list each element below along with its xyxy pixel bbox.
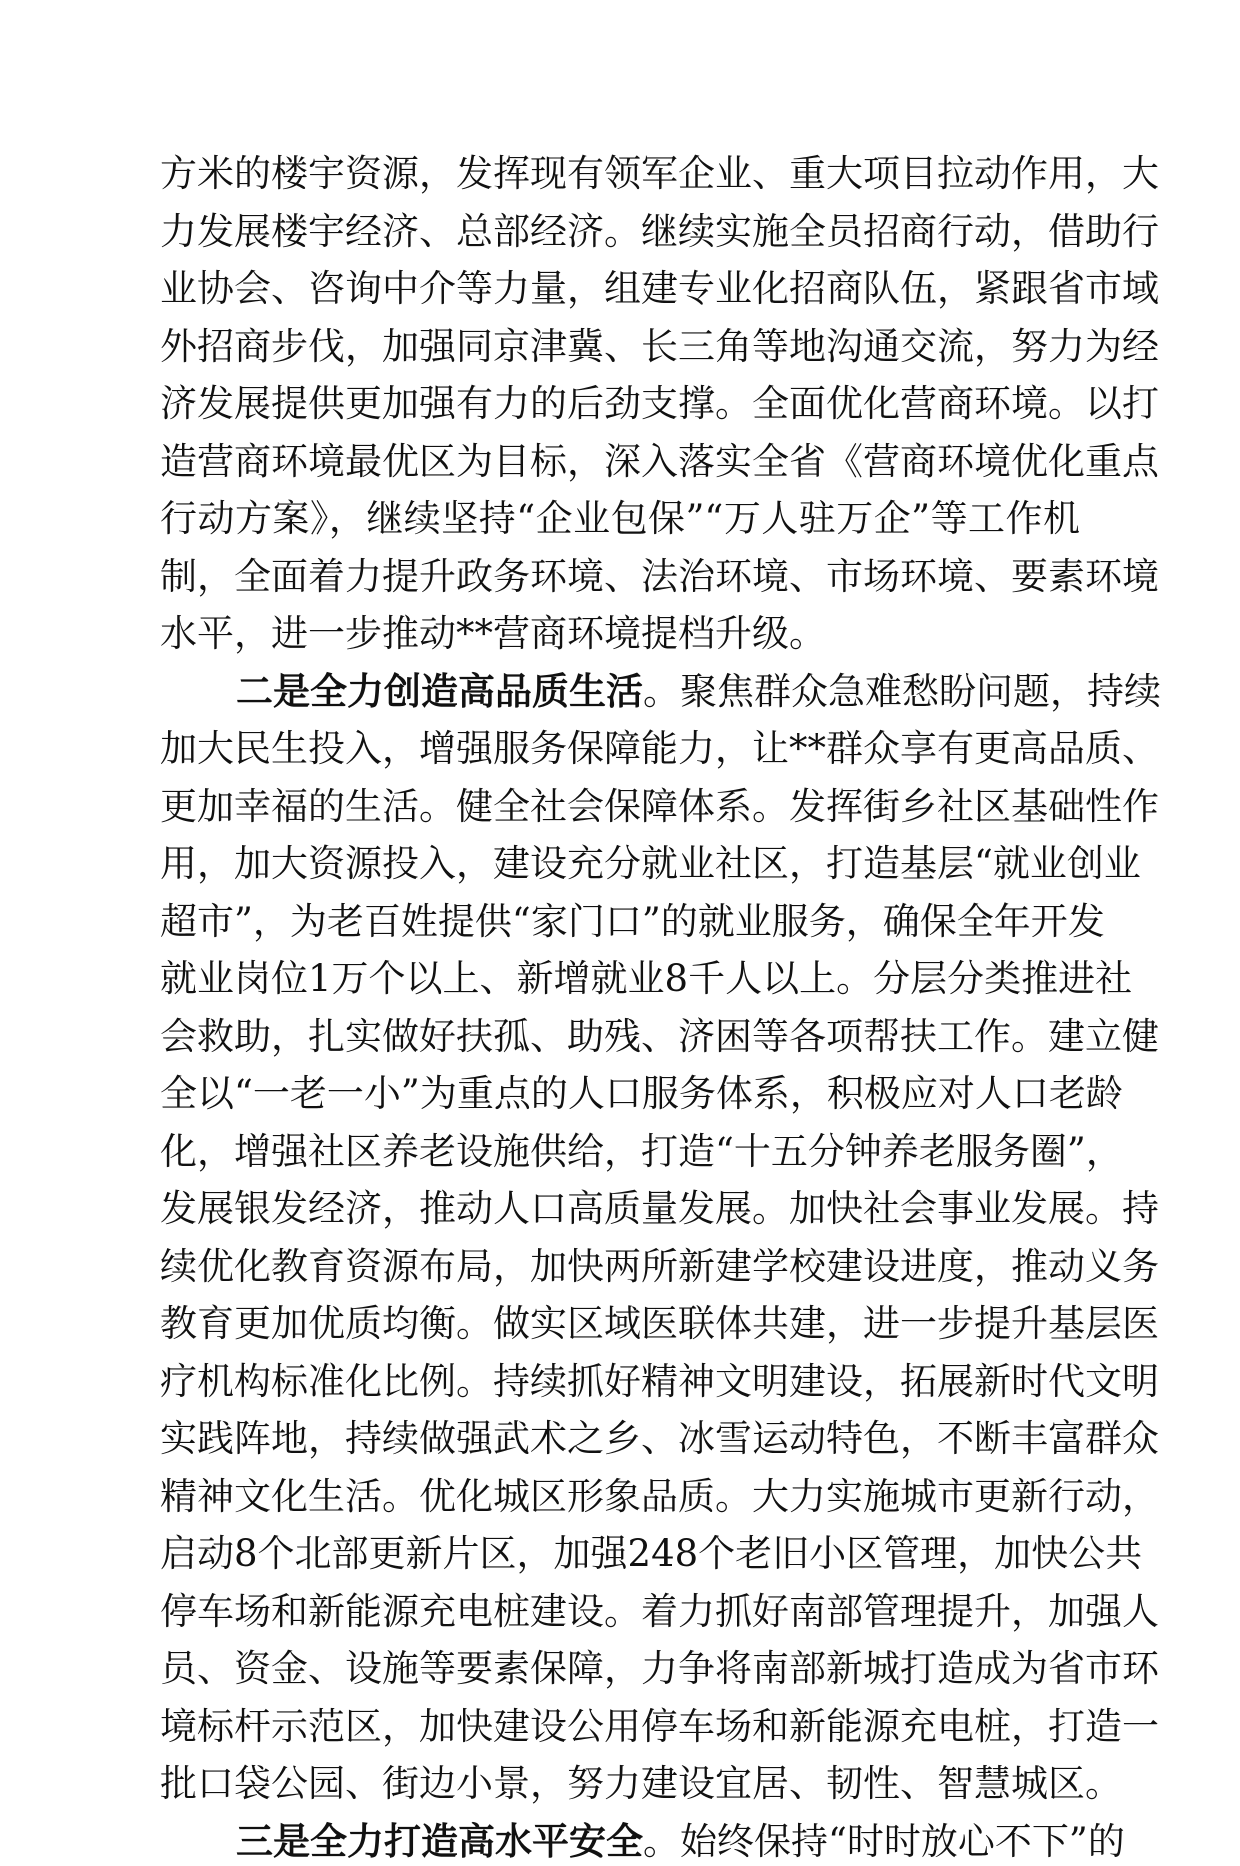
text-line: 制，全面着力提升政务环境、法治环境、市场环境、要素环境 bbox=[160, 554, 1159, 598]
text-line: 员、资金、设施等要素保障，力争将南部新城打造成为省市环 bbox=[160, 1647, 1159, 1690]
text-line: 造营商环境最优区为目标，深入落实全省《营商环境优化重点 bbox=[160, 439, 1159, 483]
text-line: 教育更加优质均衡。做实区域医联体共建，进一步提升基层医 bbox=[160, 1302, 1159, 1345]
text-line: 加大民生投入，增强服务保障能力，让**群众享有更高品质、 bbox=[160, 727, 1159, 770]
text-line: 业协会、咨询中介等力量，组建专业化招商队伍，紧跟省市域 bbox=[160, 267, 1159, 310]
paragraph-3-first-line bbox=[236, 1818, 1125, 1866]
text-line: 行动方案》，继续坚持“企业包保”“万人驻万企”等工作机 bbox=[160, 497, 1080, 540]
text-line: 批口袋公园、街边小景，努力建设宜居、韧性、智慧城区。 bbox=[160, 1762, 1122, 1805]
text-line: 精神文化生活。优化城区形象品质。大力实施城市更新行动， bbox=[160, 1474, 1159, 1518]
text-line: 启动8个北部更新片区，加强248个老旧小区管理，加快公共 bbox=[160, 1532, 1143, 1575]
text-line: 续优化教育资源布局，加快两所新建学校建设进度，推动义务 bbox=[160, 1244, 1159, 1288]
paragraph-2-heading: 二是全力创造高品质生活 bbox=[236, 669, 643, 713]
text-line: 用，加大资源投入，建设充分就业社区，打造基层“就业创业 bbox=[160, 842, 1141, 885]
text-line: 外招商步伐，加强同京津冀、长三角等地沟通交流，努力为经 bbox=[160, 324, 1159, 368]
text-line: 水平，进一步推动**营商环境提档升级。 bbox=[160, 612, 826, 655]
text-line: 发展银发经济，推动人口高质量发展。加快社会事业发展。持 bbox=[160, 1187, 1159, 1230]
text-line: 济发展提供更加强有力的后劲支撑。全面优化营商环境。以打 bbox=[160, 382, 1159, 425]
paragraph-3-first-rest: 。始终保持“时时放心不下”的 bbox=[643, 1819, 1125, 1863]
paragraph-2-first-line bbox=[236, 668, 1161, 716]
text-line: 疗机构标准化比例。持续抓好精神文明建设，拓展新时代文明 bbox=[160, 1359, 1159, 1403]
text-line: 实践阵地，持续做强武术之乡、冰雪运动特色，不断丰富群众 bbox=[160, 1417, 1159, 1460]
text-line: 停车场和新能源充电桩建设。着力抓好南部管理提升，加强人 bbox=[160, 1589, 1159, 1633]
text-line: 就业岗位1万个以上、新增就业8千人以上。分层分类推进社 bbox=[160, 957, 1133, 1000]
text-line: 全以“一老一小”为重点的人口服务体系，积极应对人口老龄 bbox=[160, 1072, 1123, 1115]
text-line: 超市”，为老百姓提供“家门口”的就业服务，确保全年开发 bbox=[160, 899, 1105, 943]
text-line: 会救助，扎实做好扶孤、助残、济困等各项帮扶工作。建立健 bbox=[160, 1014, 1159, 1058]
paragraph-3-heading: 三是全力打造高水平安全 bbox=[236, 1819, 643, 1863]
text-line: 化，增强社区养老设施供给，打造“十五分钟养老服务圈”， bbox=[160, 1129, 1123, 1173]
text-line: 力发展楼宇经济、总部经济。继续实施全员招商行动，借助行 bbox=[160, 209, 1159, 253]
paragraph-2-first-rest: 。聚焦群众急难愁盼问题，持续 bbox=[643, 669, 1161, 713]
text-line: 更加幸福的生活。健全社会保障体系。发挥街乡社区基础性作 bbox=[160, 784, 1159, 828]
text-line: 方米的楼宇资源，发挥现有领军企业、重大项目拉动作用，大 bbox=[160, 152, 1159, 195]
text-line: 境标杆示范区，加快建设公用停车场和新能源充电桩，打造一 bbox=[160, 1704, 1159, 1748]
